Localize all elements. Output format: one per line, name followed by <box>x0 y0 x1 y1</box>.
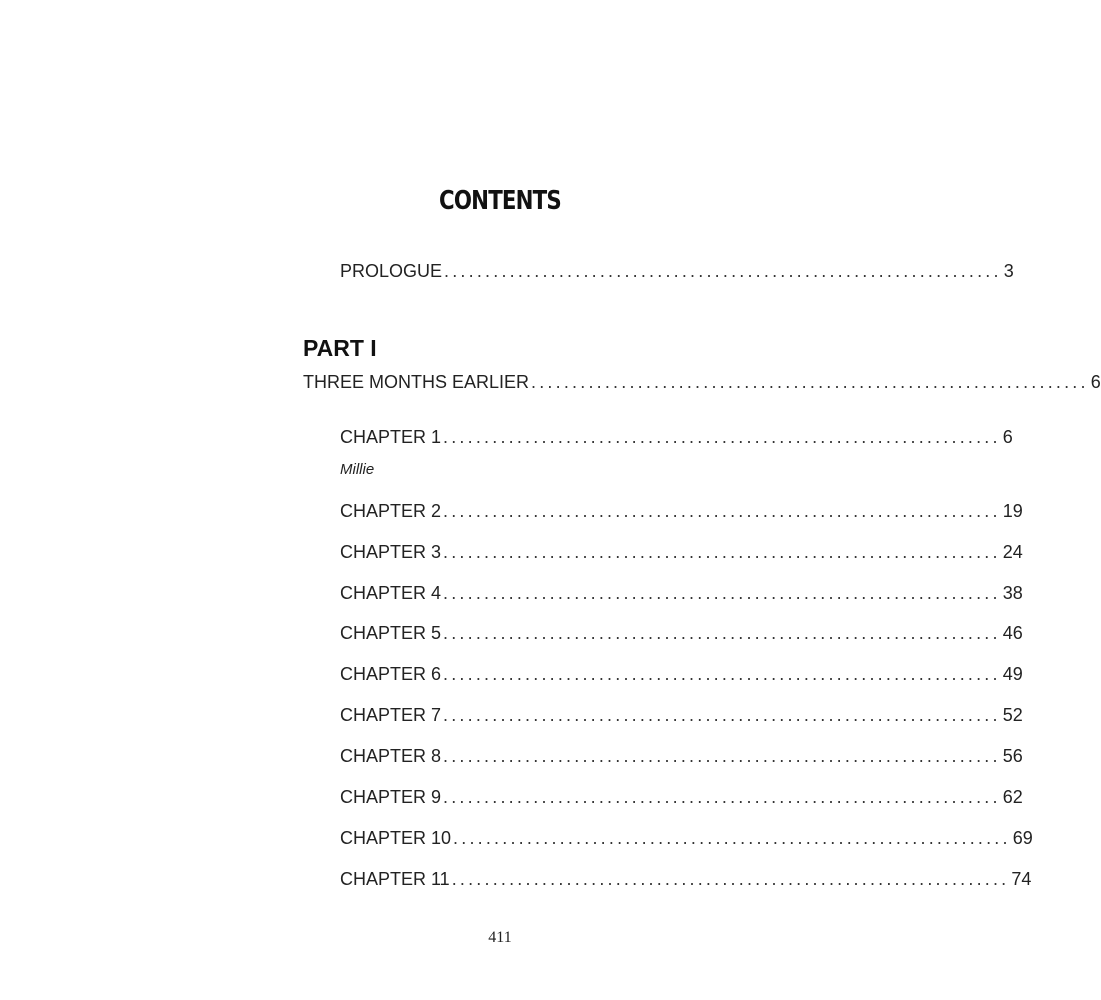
toc-entry-prologue[interactable] <box>340 260 1014 282</box>
dot-leader: .................................................................... <box>451 869 1010 889</box>
toc-entry-chapter[interactable] <box>340 745 1023 767</box>
toc-entry-page: 49 <box>1002 664 1023 684</box>
toc-entry-label: CHAPTER 10 <box>340 828 452 848</box>
toc-entry-chapter[interactable] <box>340 622 1023 644</box>
dot-leader: .................................................................... <box>443 787 1001 807</box>
dot-leader: .................................................................... <box>443 501 1001 521</box>
toc-entry-label: CHAPTER 9 <box>340 787 442 807</box>
toc-entry-page: 56 <box>1002 746 1023 766</box>
toc-entry-chapter[interactable] <box>340 582 1023 604</box>
dot-leader: .................................................................... <box>443 746 1001 766</box>
toc-entry-label: CHAPTER 6 <box>340 664 442 684</box>
toc-entry-page: 19 <box>1002 501 1023 521</box>
toc-entry-chapter[interactable] <box>340 541 1023 563</box>
toc-entry-chapter[interactable] <box>340 827 1033 849</box>
toc-entry-page: 38 <box>1002 583 1023 603</box>
toc-entry-label: THREE MONTHS EARLIER <box>303 372 530 392</box>
toc-entry-page: 6 <box>1090 372 1101 392</box>
toc-entry-page: 24 <box>1002 542 1023 562</box>
toc-entry-page: 46 <box>1002 623 1023 643</box>
toc-entry-page: 6 <box>1002 427 1013 447</box>
dot-leader: .................................................................... <box>443 623 1001 643</box>
toc-entry-chapter[interactable] <box>340 786 1023 808</box>
dot-leader: .................................................................... <box>444 261 1002 281</box>
toc-entry-label: CHAPTER 11 <box>340 869 450 889</box>
chapter-subtitle: Millie <box>340 461 375 478</box>
toc-entry-label: CHAPTER 7 <box>340 705 442 725</box>
part-title: PART I <box>303 335 377 361</box>
toc-entry-label: CHAPTER 1 <box>340 427 442 447</box>
toc-entry-page: 62 <box>1002 787 1023 807</box>
toc-entry-label: CHAPTER 2 <box>340 501 442 521</box>
toc-entry-label: CHAPTER 3 <box>340 542 442 562</box>
dot-leader: .................................................................... <box>443 542 1001 562</box>
dot-leader: .................................................................... <box>443 705 1001 725</box>
toc-entry-label: PROLOGUE <box>340 261 443 281</box>
toc-entry-chapter[interactable] <box>340 426 1013 448</box>
toc-entry-page: 3 <box>1003 261 1014 281</box>
dot-leader: .................................................................... <box>443 664 1001 684</box>
toc-entry-section[interactable] <box>303 371 1101 393</box>
contents-heading: CONTENTS <box>439 186 561 216</box>
toc-entry-chapter[interactable] <box>340 868 1032 890</box>
toc-entry-chapter[interactable] <box>340 704 1023 726</box>
toc-entry-chapter[interactable] <box>340 500 1023 522</box>
toc-entry-label: CHAPTER 5 <box>340 623 442 643</box>
page-number: 411 <box>488 929 512 946</box>
toc-entry-label: CHAPTER 8 <box>340 746 442 766</box>
toc-entry-page: 52 <box>1002 705 1023 725</box>
toc-entry-page: 74 <box>1011 869 1032 889</box>
dot-leader: .................................................................... <box>443 427 1001 447</box>
dot-leader: .................................................................... <box>453 828 1011 848</box>
toc-entry-label: CHAPTER 4 <box>340 583 442 603</box>
dot-leader: .................................................................... <box>531 372 1089 392</box>
dot-leader: .................................................................... <box>443 583 1001 603</box>
toc-entry-page: 69 <box>1012 828 1033 848</box>
toc-entry-chapter[interactable] <box>340 663 1023 685</box>
